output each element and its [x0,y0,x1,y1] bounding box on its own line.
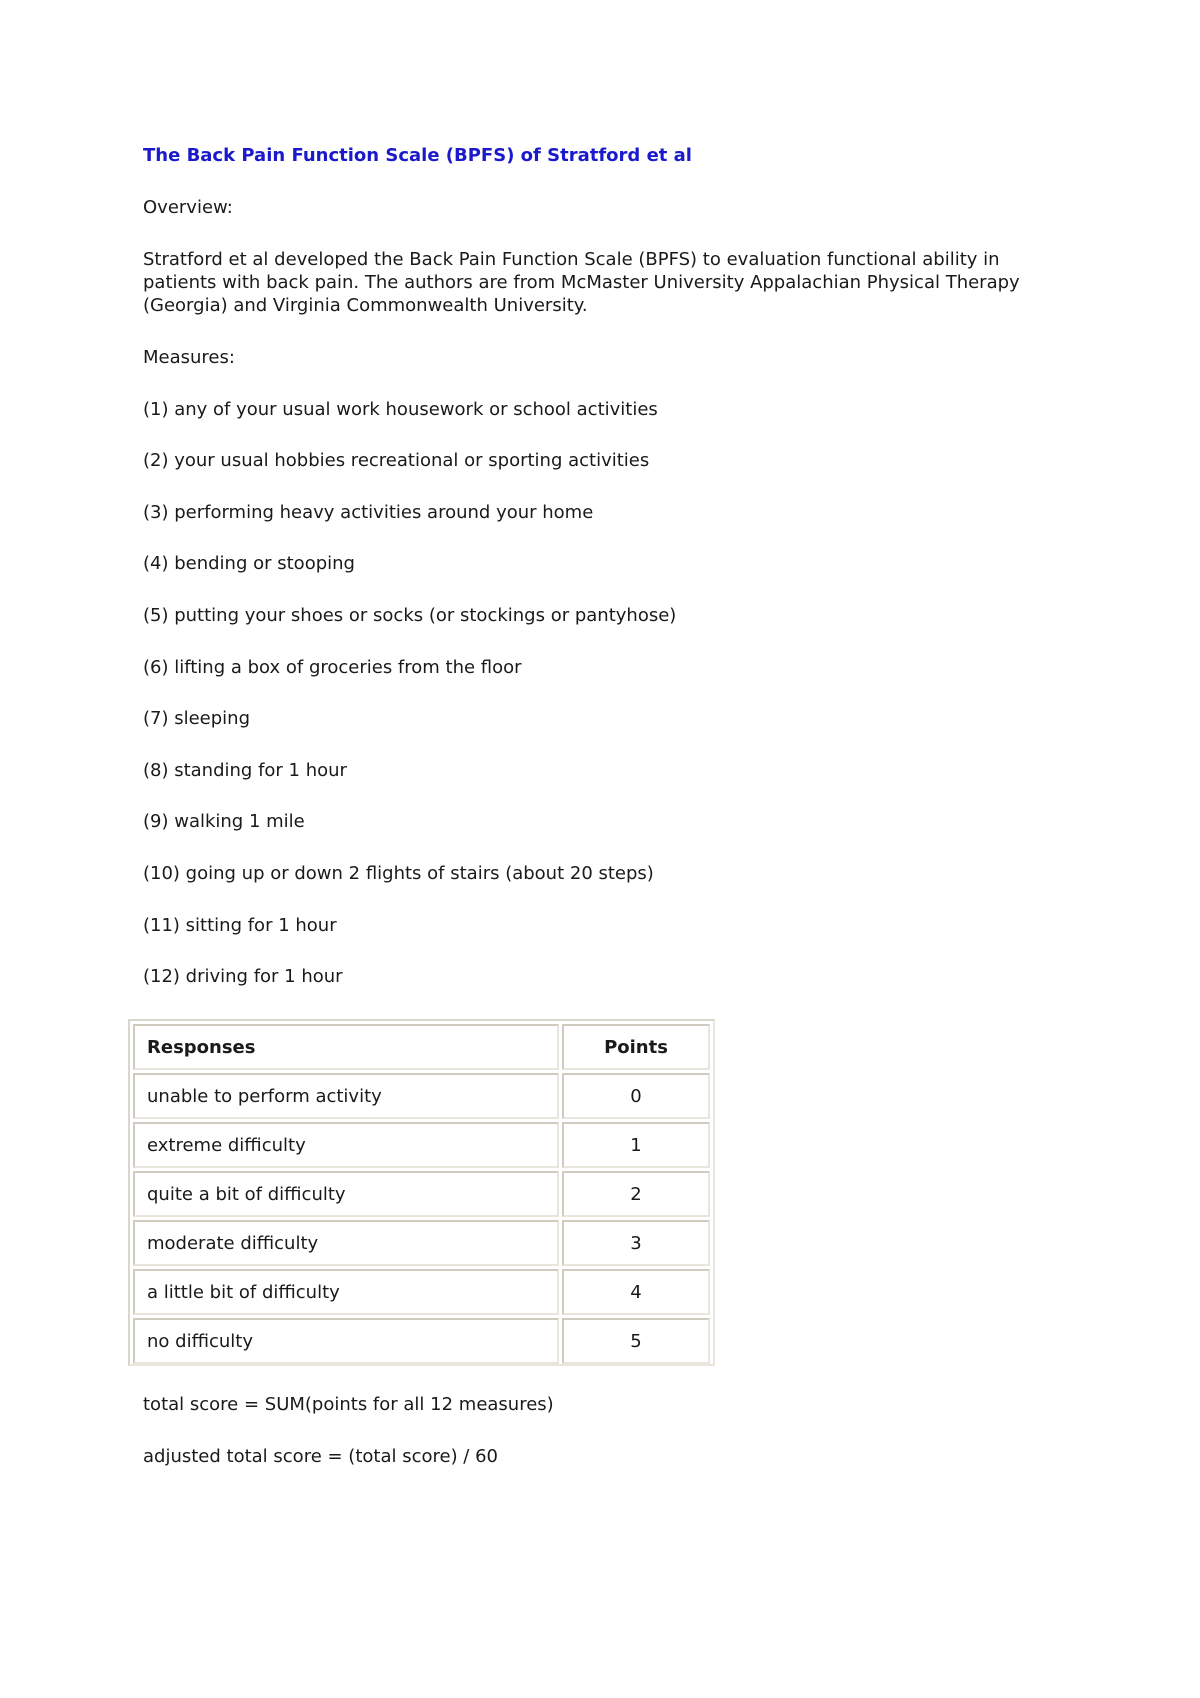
page-title: The Back Pain Function Scale (BPFS) of Stratford et al [143,145,692,166]
document-body [143,145,1043,988]
points-cell: 0 [562,1073,710,1119]
response-cell: extreme difficulty [133,1122,559,1168]
table-row [133,1220,710,1266]
adjusted-score-formula: adjusted total score = (total score) / 60 [143,1446,498,1467]
table-row [133,1073,710,1119]
intro-paragraph: Stratford et al developed the Back Pain Function Scale (BPFS) to evaluation functional ability in patients with back pain. The authors are from McMaster University Appalachian Physical Therapy (Georgia) and Virginia Commonwealth University. [143,249,1020,316]
measure-item: (2) your usual hobbies recreational or sporting activities [143,450,650,472]
table-row [133,1318,710,1364]
measure-item: (3) performing heavy activities around your home [143,501,594,523]
measure-item: (4) bending or stooping [143,553,355,575]
overview-label: Overview: [143,197,233,218]
points-cell: 2 [562,1171,710,1217]
response-cell: unable to perform activity [133,1073,559,1119]
table-row [133,1171,710,1217]
response-cell: no difficulty [133,1318,559,1364]
measure-item: (7) sleeping [143,708,251,730]
response-cell: quite a bit of difficulty [133,1171,559,1217]
measure-item: (10) going up or down 2 flights of stairs (about 20 steps) [143,862,654,884]
measure-item: (1) any of your usual work housework or school activities [143,398,658,420]
points-cell: 3 [562,1220,710,1266]
table-header-row [133,1024,710,1070]
table-row [133,1269,710,1315]
measure-item: (9) walking 1 mile [143,811,305,833]
response-cell: moderate difficulty [133,1220,559,1266]
measure-item: (6) lifting a box of groceries from the floor [143,656,522,678]
header-responses: Responses [133,1024,559,1070]
measure-item: (8) standing for 1 hour [143,759,347,781]
measures-label: Measures: [143,347,235,368]
responses-table [130,1021,713,1367]
measure-item: (11) sitting for 1 hour [143,914,337,936]
measures-list [143,398,1043,989]
responses-table-frame [128,1019,715,1366]
header-points: Points [562,1024,710,1070]
measure-item: (5) putting your shoes or socks (or stockings or pantyhose) [143,604,677,626]
points-cell: 1 [562,1122,710,1168]
points-cell: 4 [562,1269,710,1315]
response-cell: a little bit of difficulty [133,1269,559,1315]
table-row [133,1122,710,1168]
total-score-formula: total score = SUM(points for all 12 measures) [143,1394,554,1415]
measure-item: (12) driving for 1 hour [143,966,343,988]
points-cell: 5 [562,1318,710,1364]
